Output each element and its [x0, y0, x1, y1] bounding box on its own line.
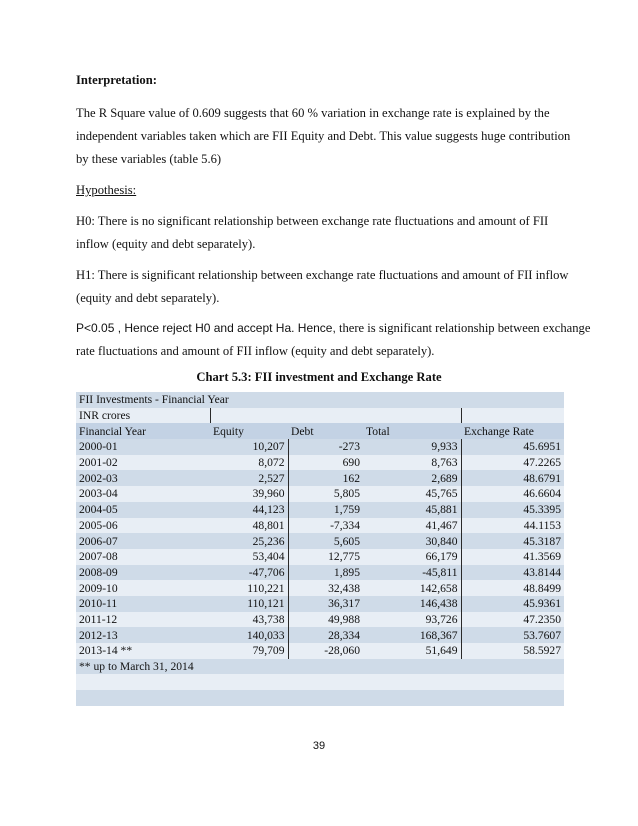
table-blank-row — [76, 690, 564, 706]
table-cell: 2006-07 — [76, 533, 210, 549]
table-cell: 2,689 — [363, 470, 461, 486]
table-cell: 25,236 — [210, 533, 288, 549]
table-cell: 66,179 — [363, 549, 461, 565]
interpretation-heading: Interpretation: — [76, 73, 157, 87]
table-cell: 39,960 — [210, 486, 288, 502]
table-cell: 51,649 — [363, 643, 461, 659]
table-row — [76, 502, 564, 518]
table-cell: 2002-03 — [76, 470, 210, 486]
table-cell: 2000-01 — [76, 439, 210, 455]
table-row — [76, 439, 564, 455]
table-cell: 2001-02 — [76, 455, 210, 471]
conclusion-line — [76, 320, 590, 336]
table-cell: 58.5927 — [461, 643, 564, 659]
page-number: 39 — [312, 740, 326, 752]
table-cell: 110,121 — [210, 596, 288, 612]
table-row — [76, 486, 564, 502]
table-row — [76, 627, 564, 643]
table-row — [76, 643, 564, 659]
table-cell: 12,775 — [288, 549, 363, 565]
table-cell: 8,072 — [210, 455, 288, 471]
table-cell: 46.6604 — [461, 486, 564, 502]
table-row — [76, 533, 564, 549]
table-header-row — [76, 423, 564, 439]
table-cell: 2005-06 — [76, 518, 210, 534]
table-cell: 8,763 — [363, 455, 461, 471]
table-cell: 146,438 — [363, 596, 461, 612]
table-cell: 2009-10 — [76, 580, 210, 596]
conclusion-line: rate fluctuations and amount of FII inflow (equity and debt separately). — [76, 344, 435, 358]
table-cell: 2004-05 — [76, 502, 210, 518]
table-cell: 142,658 — [363, 580, 461, 596]
conclusion-sans-text: P<0.05 , Hence reject H0 and accept Ha. Hence, — [76, 321, 336, 335]
table-cell: 44,123 — [210, 502, 288, 518]
table-cell: 49,988 — [288, 612, 363, 628]
table-blank-row — [76, 674, 564, 690]
conclusion-serif-text: there is significant relationship between exchange — [335, 321, 591, 335]
table-title-row — [76, 392, 564, 408]
table-cell: 43.8144 — [461, 565, 564, 581]
table-cell: 10,207 — [210, 439, 288, 455]
table-header-cell: Total — [363, 423, 461, 439]
paragraph-line: The R Square value of 0.609 suggests that 60 % variation in exchange rate is explained by the — [76, 106, 550, 120]
table-row — [76, 549, 564, 565]
h0-line: H0: There is no significant relationship between exchange rate fluctuations and amount of FII — [76, 214, 549, 228]
table-header-cell: Equity — [210, 423, 288, 439]
table-cell: -7,334 — [288, 518, 363, 534]
table-cell: 2013-14 ** — [76, 643, 210, 659]
paragraph-line: by these variables (table 5.6) — [76, 152, 222, 166]
table-row — [76, 580, 564, 596]
table-row — [76, 470, 564, 486]
table-cell: -28,060 — [288, 643, 363, 659]
table-cell: 1,759 — [288, 502, 363, 518]
table-footnote-row — [76, 659, 564, 675]
table-cell: 2012-13 — [76, 627, 210, 643]
table-cell: 45,765 — [363, 486, 461, 502]
table-header-cell: Financial Year — [76, 423, 210, 439]
table-cell: 32,438 — [288, 580, 363, 596]
table-cell: 48.8499 — [461, 580, 564, 596]
table-cell: 2007-08 — [76, 549, 210, 565]
table-cell: 41.3569 — [461, 549, 564, 565]
table-cell: 45.3187 — [461, 533, 564, 549]
table-cell: 30,840 — [363, 533, 461, 549]
fii-table — [76, 392, 564, 706]
table-cell: 45.9361 — [461, 596, 564, 612]
table-cell: 9,933 — [363, 439, 461, 455]
table-cell: 53,404 — [210, 549, 288, 565]
table-row — [76, 455, 564, 471]
table-cell: 2008-09 — [76, 565, 210, 581]
table-cell: 5,605 — [288, 533, 363, 549]
table-cell: -45,811 — [363, 565, 461, 581]
table-cell: 28,334 — [288, 627, 363, 643]
table-cell: 48,801 — [210, 518, 288, 534]
table-row — [76, 596, 564, 612]
table-cell: 140,033 — [210, 627, 288, 643]
chart-caption: Chart 5.3: FII investment and Exchange Rate — [196, 370, 442, 384]
table-row — [76, 612, 564, 628]
table-cell: 36,317 — [288, 596, 363, 612]
table-cell: 5,805 — [288, 486, 363, 502]
table-cell: 162 — [288, 470, 363, 486]
table-cell: 43,738 — [210, 612, 288, 628]
table-cell: 44.1153 — [461, 518, 564, 534]
table-row — [76, 565, 564, 581]
table-cell: 41,467 — [363, 518, 461, 534]
h1-line: (equity and debt separately). — [76, 291, 220, 305]
table-cell: 47.2350 — [461, 612, 564, 628]
table-cell: -47,706 — [210, 565, 288, 581]
hypothesis-heading: Hypothesis: — [76, 183, 137, 197]
table-unit-row — [76, 408, 564, 424]
table-unit: INR crores — [76, 408, 210, 424]
table-cell: 48.6791 — [461, 470, 564, 486]
table-title: FII Investments - Financial Year — [76, 392, 288, 408]
table-cell: 45.6951 — [461, 439, 564, 455]
table-cell: 93,726 — [363, 612, 461, 628]
table-cell: 47.2265 — [461, 455, 564, 471]
table-cell: 690 — [288, 455, 363, 471]
table-cell: 168,367 — [363, 627, 461, 643]
table-cell: 110,221 — [210, 580, 288, 596]
table-cell: 53.7607 — [461, 627, 564, 643]
paragraph-line: independent variables taken which are FII Equity and Debt. This value suggests huge contribution — [76, 129, 571, 143]
table-header-cell: Debt — [288, 423, 363, 439]
table-cell: 1,895 — [288, 565, 363, 581]
table-cell: 2,527 — [210, 470, 288, 486]
table-cell: 2011-12 — [76, 612, 210, 628]
h1-line: H1: There is significant relationship between exchange rate fluctuations and amount of FII inflow — [76, 268, 569, 282]
table-footnote: ** up to March 31, 2014 — [76, 659, 288, 675]
table-cell: 45.3395 — [461, 502, 564, 518]
table-cell: 2003-04 — [76, 486, 210, 502]
table-cell: 45,881 — [363, 502, 461, 518]
table-header-cell: Exchange Rate — [461, 423, 564, 439]
h0-line: inflow (equity and debt separately). — [76, 237, 256, 251]
table-cell: 2010-11 — [76, 596, 210, 612]
table-cell: 79,709 — [210, 643, 288, 659]
table-row — [76, 518, 564, 534]
table-cell: -273 — [288, 439, 363, 455]
